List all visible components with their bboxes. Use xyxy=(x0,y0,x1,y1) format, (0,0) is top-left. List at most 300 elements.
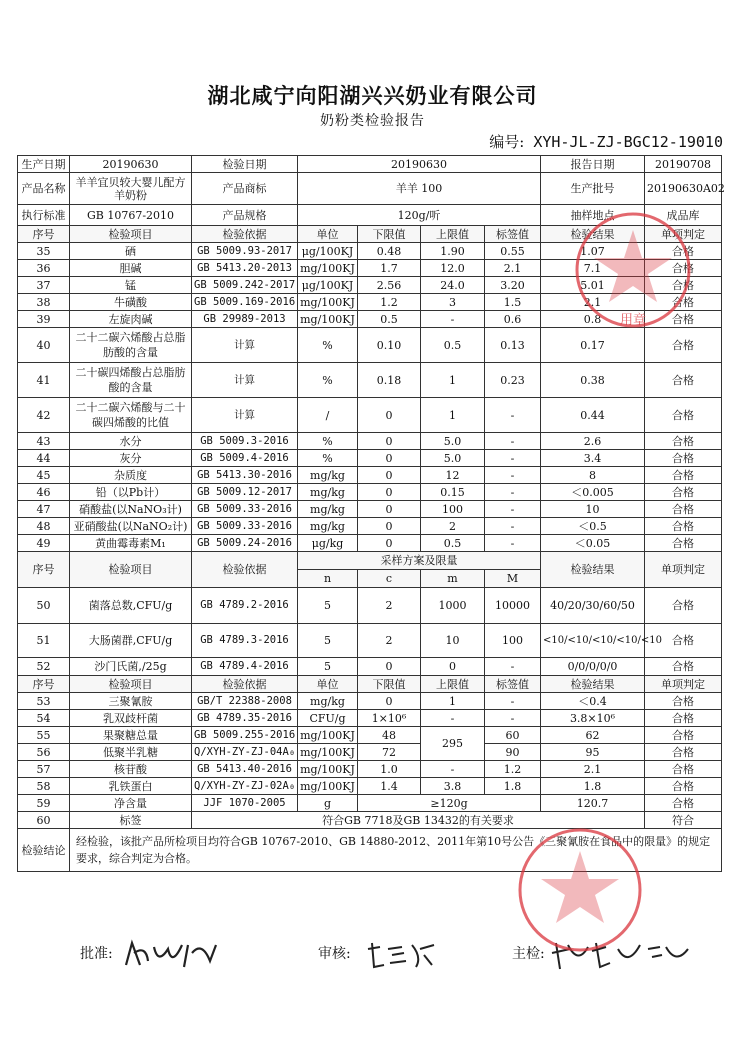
row-judge: 合格 xyxy=(645,727,722,744)
row-result: 3.8×10⁶ xyxy=(541,710,645,727)
row-item: 沙门氏菌,/25g xyxy=(70,658,192,676)
row-result: 7.1 xyxy=(541,260,645,277)
row-basis: 计算 xyxy=(192,328,298,363)
row-label-value: 2.1 xyxy=(485,260,541,277)
row-judge: 合格 xyxy=(645,710,722,727)
row-judge: 合格 xyxy=(645,260,722,277)
row-judge: 合格 xyxy=(645,363,722,398)
row-label-value: 0.13 xyxy=(485,328,541,363)
row-no: 39 xyxy=(18,311,70,328)
row-no: 41 xyxy=(18,363,70,398)
row-no: 45 xyxy=(18,467,70,484)
row-lower: 0 xyxy=(358,518,421,535)
row-unit: μg/100KJ xyxy=(298,277,358,294)
row-item: 三聚氰胺 xyxy=(70,693,192,710)
row-M: - xyxy=(485,658,541,676)
row-judge: 合格 xyxy=(645,243,722,260)
row-judge: 合格 xyxy=(645,294,722,311)
row-item: 乳铁蛋白 xyxy=(70,778,192,795)
row-unit: % xyxy=(298,450,358,467)
row-judge: 合格 xyxy=(645,624,722,658)
row-basis: GB/T 22388-2008 xyxy=(192,693,298,710)
value: 20190630 xyxy=(298,156,541,173)
row-unit: μg/100KJ xyxy=(298,243,358,260)
row-result: 3.4 xyxy=(541,450,645,467)
row-upper: - xyxy=(421,761,485,778)
micro-row xyxy=(18,588,722,624)
micro-header-row-1 xyxy=(18,552,722,570)
table-row xyxy=(18,277,722,294)
row-item: 核苷酸 xyxy=(70,761,192,778)
value: 成品库 xyxy=(645,205,722,226)
row-item: 亚硝酸盐(以NaNO₂计) xyxy=(70,518,192,535)
row-item: 灰分 xyxy=(70,450,192,467)
value: 20190630A02 xyxy=(645,173,722,205)
col-lower: 下限值 xyxy=(358,226,421,243)
row-lower: 48 xyxy=(358,727,421,744)
row-upper: 1 xyxy=(421,398,485,433)
row-result: ＜0.005 xyxy=(541,484,645,501)
report-number xyxy=(489,131,723,152)
row-basis: GB 5009.242-2017 xyxy=(192,277,298,294)
row-lower: 1.2 xyxy=(358,294,421,311)
row-basis: GB 5009.33-2016 xyxy=(192,518,298,535)
row-item: 水分 xyxy=(70,433,192,450)
row-result: 0.44 xyxy=(541,398,645,433)
row-no: 43 xyxy=(18,433,70,450)
row-judge: 符合 xyxy=(645,812,722,829)
col-basis: 检验依据 xyxy=(192,226,298,243)
row-lower: 0 xyxy=(358,450,421,467)
row-upper: 0.5 xyxy=(421,328,485,363)
col-basis: 检验依据 xyxy=(192,676,298,693)
row-no: 44 xyxy=(18,450,70,467)
row-unit: mg/kg xyxy=(298,693,358,710)
row-no: 35 xyxy=(18,243,70,260)
label: 生产日期 xyxy=(18,156,70,173)
row-lower: 0.18 xyxy=(358,363,421,398)
row-result: 0.38 xyxy=(541,363,645,398)
table-row xyxy=(18,778,722,795)
row-m: 0 xyxy=(421,658,485,676)
row-result: ＜0.4 xyxy=(541,693,645,710)
row-judge: 合格 xyxy=(645,535,722,552)
col-judge: 单项判定 xyxy=(645,226,722,243)
row-upper: 12.0 xyxy=(421,260,485,277)
row-result: 2.1 xyxy=(541,761,645,778)
row-no: 60 xyxy=(18,812,70,829)
approver-signature xyxy=(118,935,238,975)
row-basis: GB 5413.20-2013 xyxy=(192,260,298,277)
row-label-value: 1.5 xyxy=(485,294,541,311)
approve-label: 批准: xyxy=(80,946,113,962)
table-row xyxy=(18,450,722,467)
row-judge: 合格 xyxy=(645,588,722,624)
row-item: 胆碱 xyxy=(70,260,192,277)
table-row xyxy=(18,243,722,260)
col-c: c xyxy=(358,570,421,588)
label: 抽样地点 xyxy=(541,205,645,226)
review-label: 审核: xyxy=(318,946,351,962)
row-no: 50 xyxy=(18,588,70,624)
row-upper: 5.0 xyxy=(421,450,485,467)
table-row xyxy=(18,535,722,552)
value: 20190630 xyxy=(70,156,192,173)
row-basis: GB 5009.12-2017 xyxy=(192,484,298,501)
row-result: 40/20/30/60/50 xyxy=(541,588,645,624)
row-basis: GB 4789.2-2016 xyxy=(192,588,298,624)
col-label-val: 标签值 xyxy=(485,676,541,693)
micro-row xyxy=(18,624,722,658)
table-row xyxy=(18,693,722,710)
row-judge: 合格 xyxy=(645,433,722,450)
row-upper: 1 xyxy=(421,363,485,398)
col-item: 检验项目 xyxy=(70,676,192,693)
row-upper-shared: 295 xyxy=(421,727,485,761)
row-unit: mg/100KJ xyxy=(298,311,358,328)
row-c: 2 xyxy=(358,624,421,658)
table-row xyxy=(18,744,722,761)
row-judge: 合格 xyxy=(645,501,722,518)
row-label-value: 3.20 xyxy=(485,277,541,294)
row-unit: % xyxy=(298,363,358,398)
col-upper: 上限值 xyxy=(421,226,485,243)
column-header-row xyxy=(18,226,722,243)
row-n: 5 xyxy=(298,658,358,676)
row-basis: GB 5413.30-2016 xyxy=(192,467,298,484)
column-header-row-2 xyxy=(18,676,722,693)
row-result: 10 xyxy=(541,501,645,518)
row-item: 左旋肉碱 xyxy=(70,311,192,328)
table-row xyxy=(18,328,722,363)
row-no: 58 xyxy=(18,778,70,795)
row-no: 55 xyxy=(18,727,70,744)
row-judge: 合格 xyxy=(645,518,722,535)
row-basis: GB 29989-2013 xyxy=(192,311,298,328)
row-item: 果聚糖总量 xyxy=(70,727,192,744)
row-basis: GB 4789.35-2016 xyxy=(192,710,298,727)
row-no: 49 xyxy=(18,535,70,552)
row-no: 52 xyxy=(18,658,70,676)
row-result: 0/0/0/0/0 xyxy=(541,658,645,676)
row-judge: 合格 xyxy=(645,658,722,676)
row-n: 5 xyxy=(298,624,358,658)
info-row-standard xyxy=(18,205,722,226)
row-basis: GB 5009.93-2017 xyxy=(192,243,298,260)
table-row xyxy=(18,518,722,535)
row-item: 低聚半乳糖 xyxy=(70,744,192,761)
label: 检验日期 xyxy=(192,156,298,173)
row-lower: 0 xyxy=(358,693,421,710)
col-result: 检验结果 xyxy=(541,226,645,243)
row-lower: 0 xyxy=(358,398,421,433)
row-upper: 5.0 xyxy=(421,433,485,450)
row-upper: - xyxy=(421,311,485,328)
table-row xyxy=(18,795,722,812)
row-result: ＜0.05 xyxy=(541,535,645,552)
row-no: 38 xyxy=(18,294,70,311)
col-n: n xyxy=(298,570,358,588)
table-row xyxy=(18,727,722,744)
row-upper: 3.8 xyxy=(421,778,485,795)
col-judge: 单项判定 xyxy=(645,552,722,588)
row-result: 8 xyxy=(541,467,645,484)
col-label-value: 标签值 xyxy=(485,226,541,243)
row-upper: - xyxy=(421,710,485,727)
row-lower: 0.10 xyxy=(358,328,421,363)
row-upper: 12 xyxy=(421,467,485,484)
table-row xyxy=(18,294,722,311)
row-basis: Q/XYH-ZY-ZJ-02A₀ xyxy=(192,778,298,795)
label: 产品商标 xyxy=(192,173,298,205)
row-basis: GB 5009.3-2016 xyxy=(192,433,298,450)
row-c: 2 xyxy=(358,588,421,624)
row-label-value: 0.23 xyxy=(485,363,541,398)
row-unit: mg/100KJ xyxy=(298,778,358,795)
row-result: 1.8 xyxy=(541,778,645,795)
row-lower: 0 xyxy=(358,501,421,518)
table-row xyxy=(18,433,722,450)
label: 生产批号 xyxy=(541,173,645,205)
row-lower: 0 xyxy=(358,535,421,552)
row-item: 硝酸盐(以NaNO₃计) xyxy=(70,501,192,518)
row-result: ＜0.5 xyxy=(541,518,645,535)
row-upper: 0.5 xyxy=(421,535,485,552)
row-upper: 0.15 xyxy=(421,484,485,501)
info-row-product xyxy=(18,173,722,205)
row-judge: 合格 xyxy=(645,328,722,363)
col-lower: 下限值 xyxy=(358,676,421,693)
row-no: 53 xyxy=(18,693,70,710)
col-no: 序号 xyxy=(18,676,70,693)
row-no: 56 xyxy=(18,744,70,761)
row-judge: 合格 xyxy=(645,693,722,710)
row-lower: 1.7 xyxy=(358,260,421,277)
conclusion-label: 检验结论 xyxy=(18,829,70,872)
row-item: 二十二碳六烯酸占总脂肪酸的含量 xyxy=(70,328,192,363)
row-judge: 合格 xyxy=(645,795,722,812)
table-row xyxy=(18,484,722,501)
row-unit: g xyxy=(298,795,358,812)
conclusion-text: 经检验，该批产品所检项目均符合GB 10767-2010、GB 14880-2012、2011年第10号公告《三聚氰胺在食品中的限量》的规定要求，综合判定为合格。 xyxy=(70,829,722,872)
row-unit: mg/kg xyxy=(298,467,358,484)
label: 产品名称 xyxy=(18,173,70,205)
row-result: 120.7 xyxy=(541,795,645,812)
label: 产品规格 xyxy=(192,205,298,226)
row-judge: 合格 xyxy=(645,311,722,328)
row-lower: 2.56 xyxy=(358,277,421,294)
row-label-value: 0.6 xyxy=(485,311,541,328)
row-item: 二十二碳六烯酸与二十碳四烯酸的比值 xyxy=(70,398,192,433)
row-lower: 0.48 xyxy=(358,243,421,260)
row-no: 59 xyxy=(18,795,70,812)
value: 羊羊 100 xyxy=(298,173,541,205)
row-judge: 合格 xyxy=(645,484,722,501)
col-item: 检验项目 xyxy=(70,226,192,243)
row-n: 5 xyxy=(298,588,358,624)
col-no: 序号 xyxy=(18,552,70,588)
row-no: 54 xyxy=(18,710,70,727)
row-no: 40 xyxy=(18,328,70,363)
row-label-value: - xyxy=(485,501,541,518)
row-lower: 72 xyxy=(358,744,421,761)
signature-row xyxy=(80,935,720,975)
row-label-value: 60 xyxy=(485,727,541,744)
row-lower: 1.4 xyxy=(358,778,421,795)
row-no: 46 xyxy=(18,484,70,501)
row-judge: 合格 xyxy=(645,467,722,484)
row-unit: mg/100KJ xyxy=(298,761,358,778)
row-basis: 计算 xyxy=(192,363,298,398)
row-basis: GB 5009.255-2016 xyxy=(192,727,298,744)
row-basis: GB 5413.40-2016 xyxy=(192,761,298,778)
row-no: 37 xyxy=(18,277,70,294)
row-basis: GB 4789.4-2016 xyxy=(192,658,298,676)
col-item: 检验项目 xyxy=(70,552,192,588)
row-basis: GB 5009.4-2016 xyxy=(192,450,298,467)
row-item: 标签 xyxy=(70,812,192,829)
row-label-value: 90 xyxy=(485,744,541,761)
col-basis: 检验依据 xyxy=(192,552,298,588)
row-no: 51 xyxy=(18,624,70,658)
col-unit: 单位 xyxy=(298,226,358,243)
col-result: 检验结果 xyxy=(541,552,645,588)
row-unit: mg/100KJ xyxy=(298,727,358,744)
company-name: 湖北咸宁向阳湖兴兴奶业有限公司 xyxy=(207,83,538,108)
row-item: 大肠菌群,CFU/g xyxy=(70,624,192,658)
row-result: 1.07 xyxy=(541,243,645,260)
row-label-value: - xyxy=(485,518,541,535)
row-unit: mg/kg xyxy=(298,501,358,518)
col-unit: 单位 xyxy=(298,676,358,693)
value: 120g/听 xyxy=(298,205,541,226)
row-result: 62 xyxy=(541,727,645,744)
row-unit: mg/100KJ xyxy=(298,260,358,277)
table-row xyxy=(18,501,722,518)
value: 羊羊宜贝较大婴儿配方羊奶粉 xyxy=(70,173,192,205)
row-label-value: - xyxy=(485,467,541,484)
row-basis: Q/XYH-ZY-ZJ-04A₀ xyxy=(192,744,298,761)
row-judge: 合格 xyxy=(645,761,722,778)
row-basis: JJF 1070-2005 xyxy=(192,795,298,812)
row-unit: CFU/g xyxy=(298,710,358,727)
info-row-dates xyxy=(18,156,722,173)
value: 20190708 xyxy=(645,156,722,173)
row-no: 48 xyxy=(18,518,70,535)
row-lower: 1×10⁶ xyxy=(358,710,421,727)
row-result: 2.6 xyxy=(541,433,645,450)
row-m: 10 xyxy=(421,624,485,658)
row-basis: GB 5009.24-2016 xyxy=(192,535,298,552)
row-item: 净含量 xyxy=(70,795,192,812)
table-row xyxy=(18,311,722,328)
row-unit: mg/100KJ xyxy=(298,744,358,761)
row-judge: 合格 xyxy=(645,277,722,294)
label: 报告日期 xyxy=(541,156,645,173)
inspection-table xyxy=(17,155,725,872)
row-result: 0.17 xyxy=(541,328,645,363)
inspect-label: 主检: xyxy=(512,946,545,962)
row-unit: μg/kg xyxy=(298,535,358,552)
row-basis: GB 4789.3-2016 xyxy=(192,624,298,658)
micro-row xyxy=(18,658,722,676)
row-item: 牛磺酸 xyxy=(70,294,192,311)
row-unit: mg/100KJ xyxy=(298,294,358,311)
table-row xyxy=(18,398,722,433)
row-unit: / xyxy=(298,398,358,433)
report-number-label: 编号: xyxy=(489,133,525,151)
col-sampling: 采样方案及限量 xyxy=(298,552,541,570)
row-item: 铅（以Pb计） xyxy=(70,484,192,501)
row-label-value: - xyxy=(485,484,541,501)
row-item: 黄曲霉毒素M₁ xyxy=(70,535,192,552)
row-lower: 0 xyxy=(358,467,421,484)
row-upper: 2 xyxy=(421,518,485,535)
row-unit: % xyxy=(298,328,358,363)
row-result: 0.8 xyxy=(541,311,645,328)
row-limit: ≥120g xyxy=(358,795,541,812)
row-judge: 合格 xyxy=(645,744,722,761)
row-label-value: - xyxy=(485,535,541,552)
row-judge: 合格 xyxy=(645,398,722,433)
col-result: 检验结果 xyxy=(541,676,645,693)
conclusion-row xyxy=(18,829,722,872)
row-unit: % xyxy=(298,433,358,450)
row-judge: 合格 xyxy=(645,778,722,795)
row-upper: 1.90 xyxy=(421,243,485,260)
reviewer-signature xyxy=(362,935,442,975)
col-m: m xyxy=(421,570,485,588)
col-upper: 上限值 xyxy=(421,676,485,693)
label: 执行标准 xyxy=(18,205,70,226)
row-m: 1000 xyxy=(421,588,485,624)
table-row xyxy=(18,710,722,727)
row-label-value: - xyxy=(485,398,541,433)
row-no: 57 xyxy=(18,761,70,778)
row-item: 乳双歧杆菌 xyxy=(70,710,192,727)
row-no: 47 xyxy=(18,501,70,518)
row-lower: 0 xyxy=(358,484,421,501)
value: GB 10767-2010 xyxy=(70,205,192,226)
row-item: 锰 xyxy=(70,277,192,294)
row-result: 2.1 xyxy=(541,294,645,311)
row-upper: 1 xyxy=(421,693,485,710)
table-row xyxy=(18,812,722,829)
table-row xyxy=(18,467,722,484)
row-M: 100 xyxy=(485,624,541,658)
row-item: 菌落总数,CFU/g xyxy=(70,588,192,624)
row-upper: 3 xyxy=(421,294,485,311)
report-number-value: XYH-JL-ZJ-BGC12-19010 xyxy=(533,133,723,151)
row-basis: GB 5009.169-2016 xyxy=(192,294,298,311)
table-row xyxy=(18,260,722,277)
row-requirement: 符合GB 7718及GB 13432的有关要求 xyxy=(192,812,645,829)
row-upper: 100 xyxy=(421,501,485,518)
report-title: 奶粉类检验报告 xyxy=(320,113,425,129)
row-label-value: 1.2 xyxy=(485,761,541,778)
col-no: 序号 xyxy=(18,226,70,243)
row-M: 10000 xyxy=(485,588,541,624)
table-row xyxy=(18,761,722,778)
row-label-value: - xyxy=(485,450,541,467)
row-basis: GB 5009.33-2016 xyxy=(192,501,298,518)
col-M: M xyxy=(485,570,541,588)
row-c: 0 xyxy=(358,658,421,676)
row-result: 5.01 xyxy=(541,277,645,294)
row-lower: 0 xyxy=(358,433,421,450)
row-lower: 1.0 xyxy=(358,761,421,778)
row-label-value: 1.8 xyxy=(485,778,541,795)
